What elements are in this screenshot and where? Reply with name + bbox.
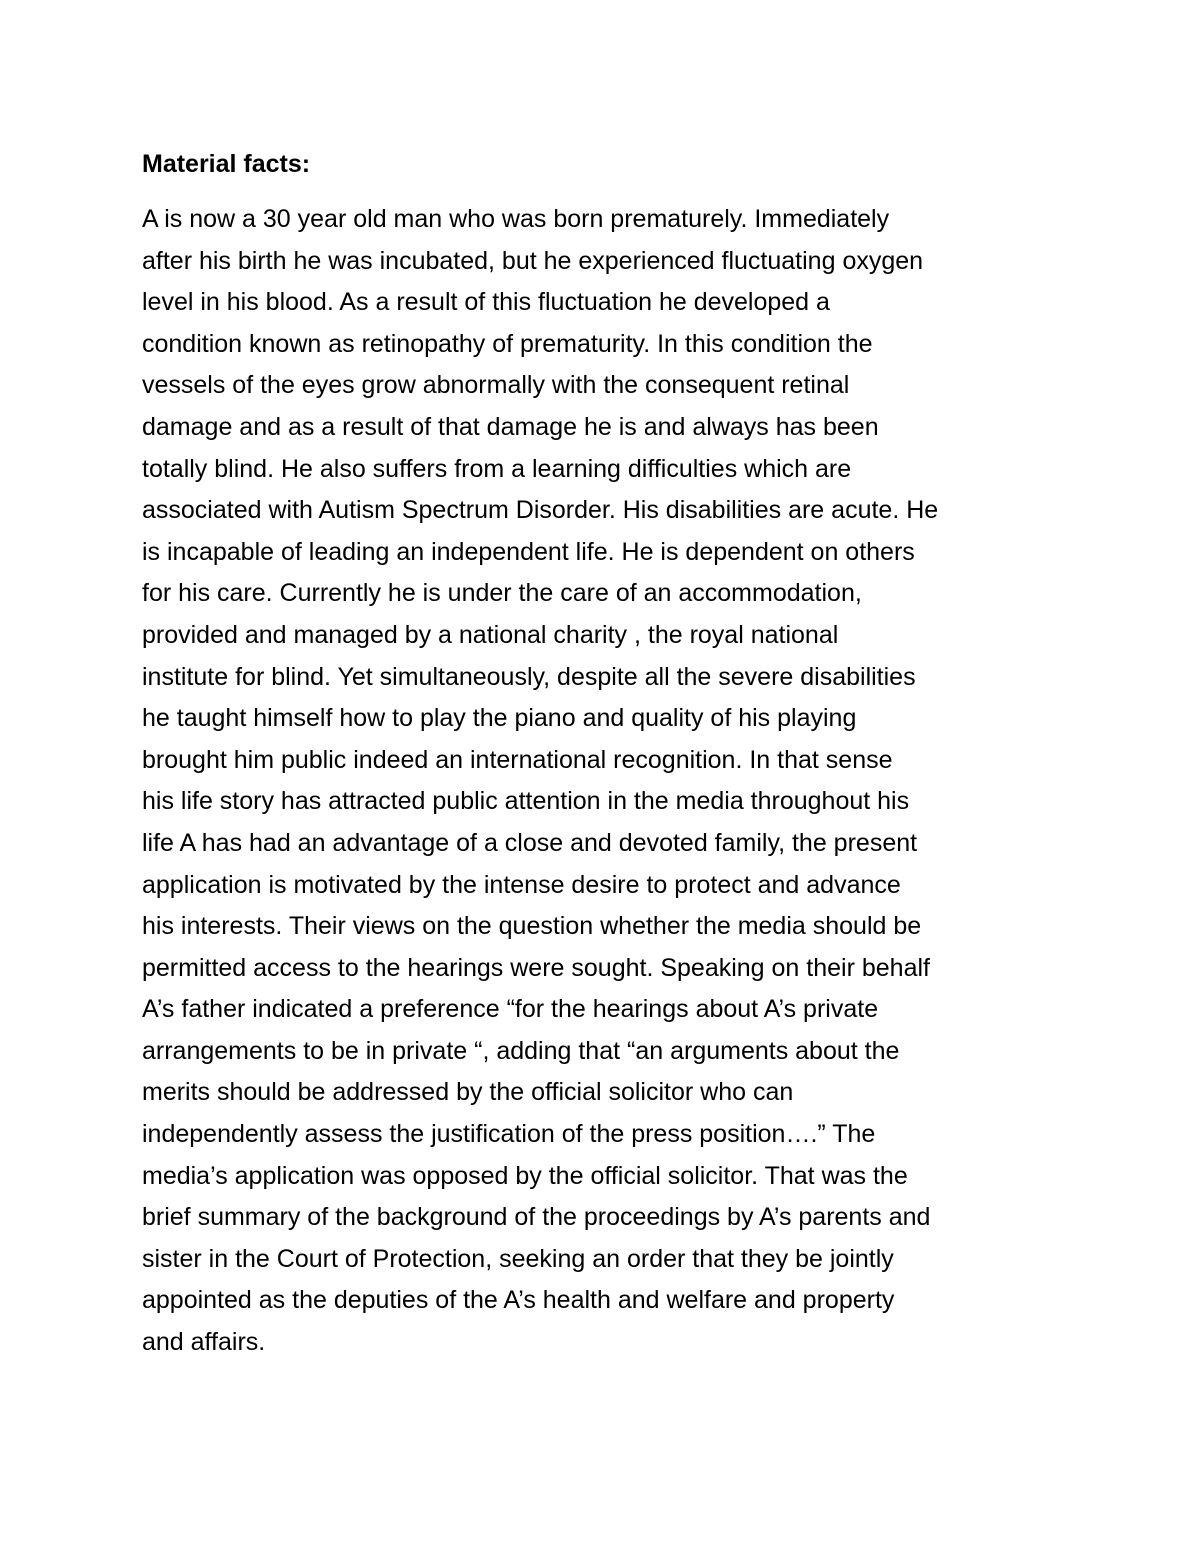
paragraph-line: brief summary of the background of the proceedings by A’s parents and — [142, 1203, 931, 1232]
paragraph-line: merits should be addressed by the official solicitor who can — [142, 1078, 794, 1107]
paragraph-line: level in his blood. As a result of this fluctuation he developed a — [142, 288, 830, 317]
paragraph-line: A’s father indicated a preference “for the hearings about A’s private — [142, 995, 879, 1024]
paragraph-line: for his care. Currently he is under the care of an accommodation, — [142, 579, 862, 608]
paragraph-line: institute for blind. Yet simultaneously, despite all the severe disabilities — [142, 662, 916, 691]
paragraph-line: his life story has attracted public attention in the media throughout his — [142, 787, 910, 816]
paragraph-line: he taught himself how to play the piano and quality of his playing — [142, 704, 857, 733]
paragraph-line: sister in the Court of Protection, seeking an order that they be jointly — [142, 1244, 894, 1273]
paragraph-line: life A has had an advantage of a close and devoted family, the present — [142, 828, 918, 857]
paragraph-line: his interests. Their views on the question whether the media should be — [142, 912, 922, 941]
paragraph-line: provided and managed by a national charity , the royal national — [142, 620, 839, 649]
paragraph-line: A is now a 30 year old man who was born prematurely. Immediately — [142, 205, 890, 233]
paragraph-line: condition known as retinopathy of prematurity. In this condition the — [142, 329, 873, 358]
paragraph-line: arrangements to be in private “, adding that “an arguments about the — [142, 1036, 900, 1065]
paragraph-line: is incapable of leading an independent life. He is dependent on others — [142, 537, 915, 566]
paragraph-line: independently assess the justification of the press position….” The — [142, 1120, 876, 1149]
body-paragraph — [142, 199, 1082, 1364]
section-heading: Material facts: — [142, 150, 311, 178]
paragraph-line: permitted access to the hearings were sought. Speaking on their behalf — [142, 953, 930, 982]
paragraph-line: associated with Autism Spectrum Disorder. His disabilities are acute. He — [142, 496, 939, 525]
paragraph-line: after his birth he was incubated, but he experienced fluctuating oxygen — [142, 246, 924, 275]
paragraph-line: appointed as the deputies of the A’s health and welfare and property — [142, 1286, 895, 1315]
paragraph-line: totally blind. He also suffers from a learning difficulties which are — [142, 454, 852, 483]
paragraph-line: brought him public indeed an international recognition. In that sense — [142, 745, 893, 774]
paragraph-line: media’s application was opposed by the official solicitor. That was the — [142, 1161, 908, 1190]
paragraph-line: application is motivated by the intense desire to protect and advance — [142, 870, 901, 899]
paragraph-line: and affairs. — [142, 1328, 266, 1357]
paragraph-line: vessels of the eyes grow abnormally with the consequent retinal — [142, 371, 850, 400]
paragraph-line: damage and as a result of that damage he is and always has been — [142, 412, 879, 441]
